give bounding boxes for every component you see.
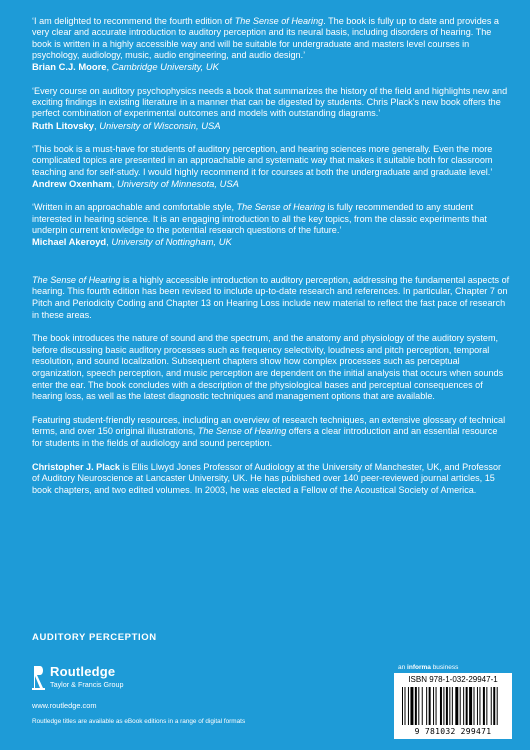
barcode-digits: 9 781032 299471 <box>414 727 492 736</box>
publisher-group: Taylor & Francis Group <box>50 680 124 689</box>
barcode-bars-icon <box>400 687 506 727</box>
author-name: Christopher J. Plack <box>32 461 120 472</box>
endorsement-3 <box>32 144 510 189</box>
endorsement-1 <box>32 16 510 73</box>
publisher-name: Routledge <box>50 664 116 679</box>
routledge-r-icon <box>32 664 46 692</box>
endorsement-text: ‘Every course on auditory psychophysics needs a book that summarizes the history of the field and highlights new and exciting findings in existing literature in a manner that can be digested by students. Chris Plack’s new book offers the perfect combination of experimental outcomes and models with outstanding diagrams.’ <box>32 85 508 119</box>
publisher-url[interactable]: www.routledge.com <box>32 701 97 710</box>
endorsement-text: ‘I am delighted to recommend the fourth edition of The Sense of Hearing. The book is fully up to date and provides a very clear and accurate introduction to auditory perception and its neural basis, including disorders of hearing. The book is written in a highly accessible way and will be suitable for undergraduate and masters level courses in psychology, audiology, music, audio engineering, and audio design.’ <box>32 16 499 60</box>
ebook-note: Routledge titles are available as eBook editions in a range of digital formats <box>32 718 246 725</box>
isbn-label: ISBN 978-1-032-29947-1 <box>408 675 498 684</box>
blurb-paragraph-2: The book introduces the nature of sound and the spectrum, and the anatomy and physiology of the auditory system, before discussing basic auditory processes such as frequency selectivity, loudness and pitch perception, temporal resolution, and sound localization. Subsequent chapters show how complex processes such as perceptual organization, speech perception, and music perception are dependent on the initial analysis that occurs when sounds enter the ear. The book concludes with a description of the physiological bases and perceptual consequences of hearing loss, as well as the latest diagnostic techniques and management options that are available. <box>32 333 504 402</box>
endorsement-attribution: Brian C.J. Moore, Cambridge University, UK <box>32 61 219 73</box>
author-bio: Christopher J. Plack is Ellis Llwyd Jones Professor of Audiology at the University of Manchester, UK, and Professor of Auditory Neuroscience at Lancaster University, UK. He has published over 140 peer-reviewed journal articles, 15 book chapters, and two edited volumes. In 2003, he was elected a Fellow of the Acoustical Society of America. <box>32 461 502 495</box>
endorsement-4 <box>32 202 510 247</box>
main-content <box>32 16 510 508</box>
endorsement-attribution: Andrew Oxenham, University of Minnesota, USA <box>32 177 239 189</box>
barcode <box>394 673 512 739</box>
endorsement-2 <box>32 86 510 131</box>
blurb-paragraph-1: The Sense of Hearing is a highly accessible introduction to auditory perception, addressing the fundamental aspects of hearing. This fourth edition has been revised to include up-to-date research and references. In particular, Chapter 7 on Pitch and Periodicity Coding and Chapter 13 on Hearing Loss include new material to reflect the fast pace of research in these areas. <box>32 274 510 320</box>
endorsement-text: ‘This book is a must-have for students of auditory perception, and hearing sciences more generally. Even the more complicated topics are presented in an approachable and systematic way that makes it suitable both for classroom teaching and for self-study. I would highly recommend it for courses at both the undergraduate and graduate level.’ <box>32 144 493 177</box>
blurb-paragraph-3: Featuring student-friendly resources, including an overview of research techniques, an extensive glossary of technical terms, and over 150 original illustrations, The Sense of Hearing offers a clear introduction and an essential resource for students in the fields of audiology and sound perception. <box>32 414 506 448</box>
endorsement-text: ‘Written in an approachable and comfortable style, The Sense of Hearing is fully recommended to any student interested in hearing science. It is an engaging introduction to all the key topics, from the classic experiments that underpin current knowledge to the potential research questions of the future.’ <box>32 202 487 236</box>
series-label: AUDITORY PERCEPTION <box>32 632 157 643</box>
informa-tagline: an informa business <box>398 664 459 671</box>
endorsement-attribution: Michael Akeroyd, University of Nottingham, UK <box>32 236 232 248</box>
endorsement-attribution: Ruth Litovsky, University of Wisconsin, USA <box>32 119 221 131</box>
